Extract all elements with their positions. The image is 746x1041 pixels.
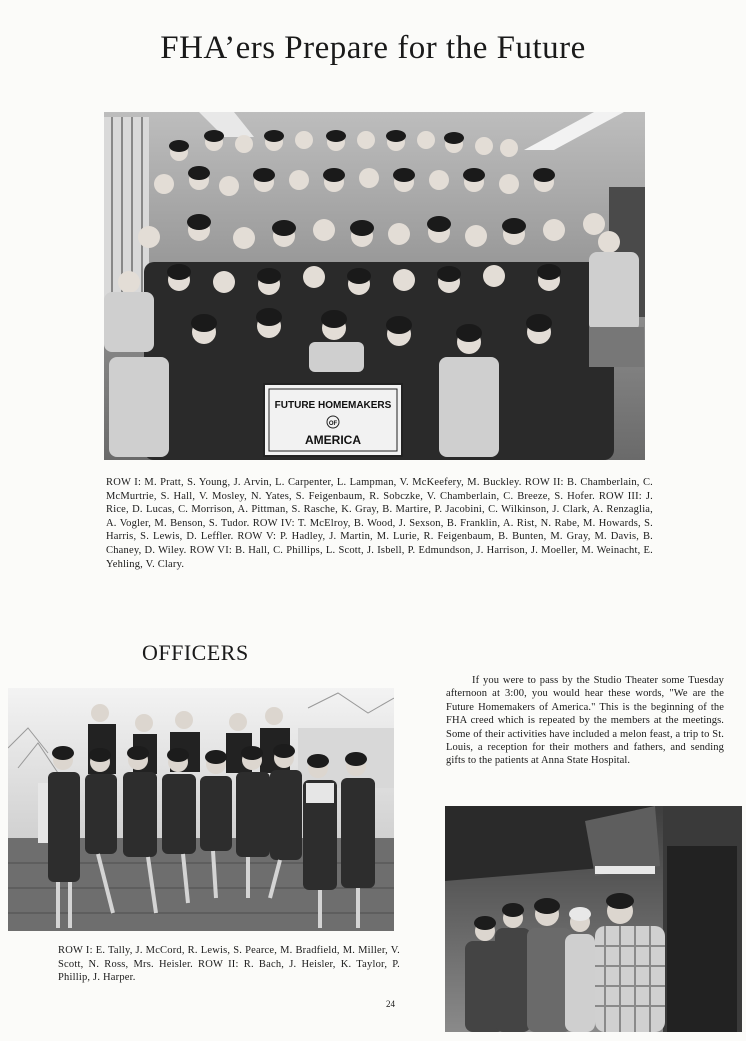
officers-heading: OFFICERS: [142, 640, 249, 665]
article-paragraph: If you were to pass by the Studio Theater some Tuesday afternoon at 3:00, you would hear these words, "We are the Future Homemakers of America." This is the beginning of the FHA creed which is repeated by the members at the meetings. Some of their activities have included a melon feast, a trip to St. Louis, a reception for their mothers and fathers, and sending gifts to the patients at Anna State Hospital.: [446, 675, 724, 767]
officers-photo: [8, 688, 394, 931]
banner-line-2: OF: [328, 421, 338, 427]
event-photo: [445, 806, 742, 1032]
officers-photo-caption: ROW I: E. Tally, J. McCord, R. Lewis, S. Pearce, M. Bradfield, M. Miller, V. Scott, N. Ross, Mrs. Heisler. ROW II: R. Bach, J. Heisler, K. Taylor, P. Phillip, J. Harper.: [58, 945, 400, 984]
group-photo-caption: ROW I: M. Pratt, S. Young, J. Arvin, L. Carpenter, L. Lampman, V. McKeefery, M. Buckley. ROW II: B. Chamberlain, C. McMurtrie, S. Hall, V. Mosley, N. Yates, S. Feigenbaum, R. Sobczke, V. Chamberlain, C. Breeze, S. Hofer. ROW III: J. Rice, D. Lucas, C. Morrison, A. Pittman, S. Rasche, K. Gray, B. Martire, P. Jacobini, C. Wilkinson, J. Clark, A. Renzaglia, A. Vogler, M. Benson, S. Tudor. ROW IV: T. McElroy, B. Wood, J. Sexson, B. Franklin, A. Rist, N. Rabe, M. Howards, S. Harris, S. Lewis, D. Leffler. ROW V: P. Hadley, J. Martin, M. Lurie, R. Feigenbaum, B. Bunten, M. Gray, M. Davis, B. Chaney, D. Wiley. ROW VI: B. Hall, C. Phillips, L. Scott, J. Isbell, P. Edmundson, J. Harrison, J. Moeller, M. Weinacht, E. Yehling, V. Clary.: [106, 477, 653, 570]
page-title: FHA’ers Prepare for the Future: [160, 30, 586, 66]
group-photo: [104, 112, 645, 460]
page-number: 24: [386, 999, 395, 1009]
banner-line-1: FUTURE HOMEMAKERS: [274, 400, 392, 411]
banner-line-3: AMERICA: [305, 433, 361, 447]
